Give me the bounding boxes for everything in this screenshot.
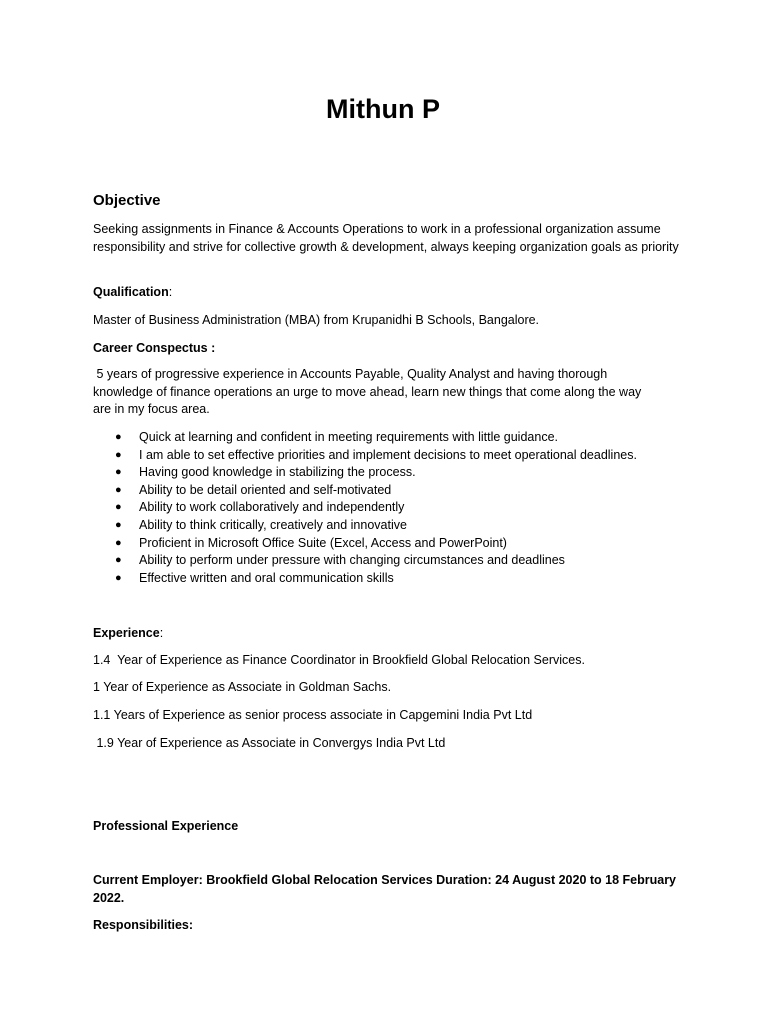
qualification-text: Master of Business Administration (MBA) from Krupanidhi B Schools, Bangalore. [93,313,540,327]
experience-heading: Experience [93,626,160,640]
experience-heading-line [93,625,685,643]
experience-colon: : [159,626,164,640]
skills-list [93,429,685,587]
list-item: ● Having good knowledge in stabilizing the process. [93,464,685,482]
bullet-icon: ● [115,536,122,549]
bullet-icon: ● [115,466,122,479]
bullet-icon: ● [115,518,122,531]
list-item: ● I am able to set effective priorities and implement decisions to meet operational deadlines. [93,447,685,465]
list-item: ● Ability to perform under pressure with changing circumstances and deadlines [93,552,685,570]
list-item: ● Ability to work collaboratively and independently [93,499,685,517]
career-summary: 5 years of progressive experience in Accounts Payable, Quality Analyst and having thorough knowledge of finance operations an urge to move ahead, learn new things that come along the way are in my focus area. [93,367,645,416]
qualification-heading-line [93,284,685,302]
experience-item: 1.4 Year of Experience as Finance Coordinator in Brookfield Global Relocation Services. [93,653,585,667]
objective-heading: Objective [93,192,161,209]
bullet-icon: ● [115,448,122,461]
experience-item: 1 Year of Experience as Associate in Goldman Sachs. [93,680,392,694]
list-item: ● Quick at learning and confident in meeting requirements with little guidance. [93,429,685,447]
list-item: ● Ability to be detail oriented and self-motivated [93,482,685,500]
list-item: ● Proficient in Microsoft Office Suite (Excel, Access and PowerPoint) [93,535,685,553]
current-employer: Current Employer: Brookfield Global Relocation Services Duration: 24 August 2020 to 18 February 2022. [93,873,677,905]
experience-item: 1.9 Year of Experience as Associate in Convergys India Pvt Ltd [93,736,446,750]
list-item: ● Ability to think critically, creatively and innovative [93,517,685,535]
objective-text: Seeking assignments in Finance & Accounts Operations to work in a professional organization assume responsibility and strive for collective growth & development, always keeping organization goals as priority [93,222,679,254]
bullet-icon: ● [115,571,122,584]
professional-experience-heading: Professional Experience [93,819,239,833]
bullet-icon: ● [115,501,122,514]
candidate-name: Mithun P [326,94,440,124]
qualification-colon: : [168,285,173,299]
responsibilities-heading: Responsibilities: [93,918,194,932]
experience-item: 1.1 Years of Experience as senior process associate in Capgemini India Pvt Ltd [93,708,533,722]
list-item: ● Effective written and oral communication skills [93,570,685,588]
career-heading: Career Conspectus : [93,341,216,355]
qualification-heading: Qualification [93,285,169,299]
bullet-icon: ● [115,554,122,567]
bullet-icon: ● [115,483,122,496]
bullet-icon: ● [115,431,122,443]
